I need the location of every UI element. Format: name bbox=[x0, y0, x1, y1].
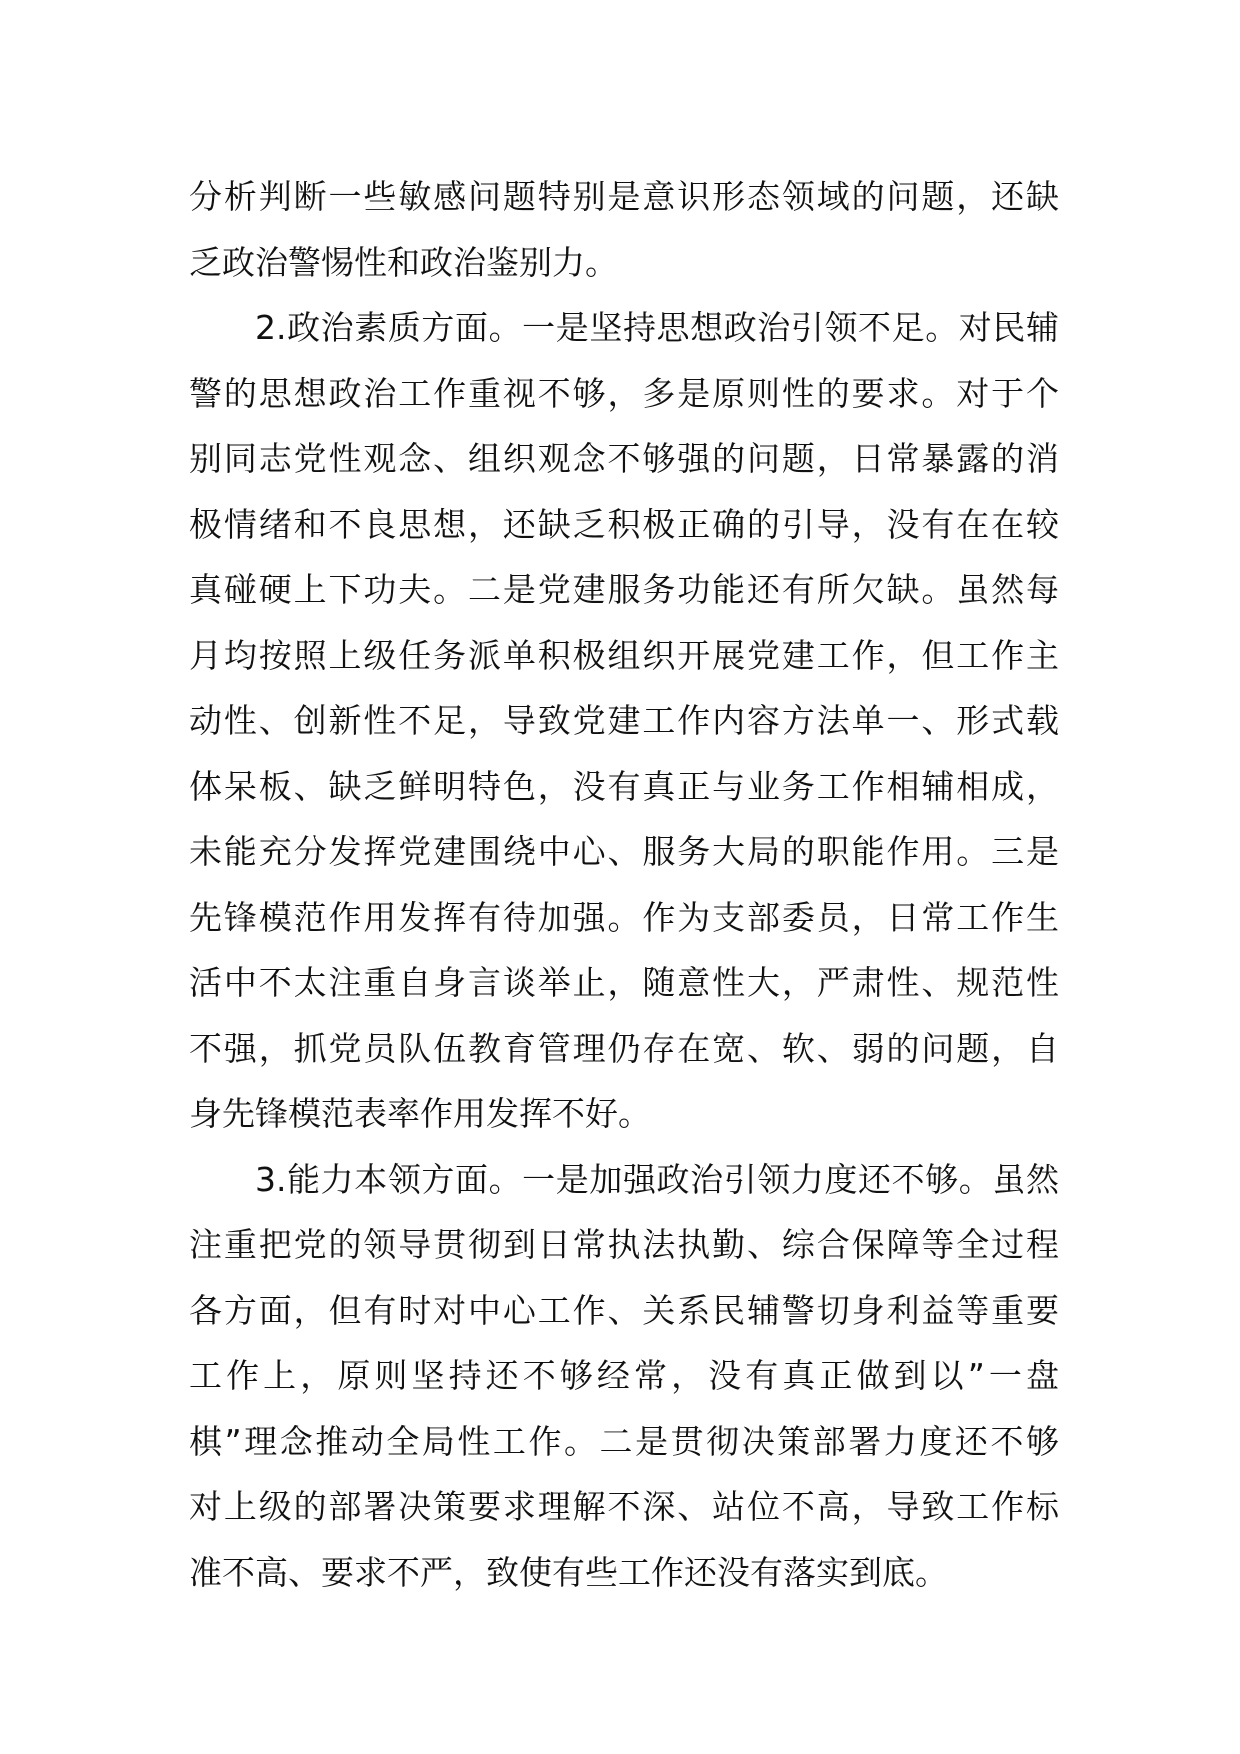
text-line: 3.能力本领方面。一是加强政治引领力度还不够。虽然 bbox=[255, 1159, 1059, 1199]
text-line: 活中不太注重自身言谈举止，随意性大，严肃性、规范性 bbox=[189, 963, 1059, 1002]
text-line: 乏政治警惕性和政治鉴别力。 bbox=[189, 242, 618, 282]
paragraph-2 bbox=[189, 295, 1059, 1147]
text-line: 极情绪和不良思想，还缺乏积极正确的引导，没有在在较 bbox=[189, 504, 1059, 544]
text-line: 动性、创新性不足，导致党建工作内容方法单一、形式载 bbox=[189, 701, 1059, 740]
text-line: 警的思想政治工作重视不够，多是原则性的要求。对于个 bbox=[189, 373, 1059, 413]
text-line: 准不高、要求不严，致使有些工作还没有落实到底。 bbox=[189, 1552, 948, 1592]
text-line: 月均按照上级任务派单积极组织开展党建工作，但工作主 bbox=[189, 635, 1059, 675]
text-line: 真碰硬上下功夫。二是党建服务功能还有所欠缺。虽然每 bbox=[189, 570, 1059, 609]
text-line: 别同志党性观念、组织观念不够强的问题，日常暴露的消 bbox=[189, 439, 1059, 478]
text-line: 不强，抓党员队伍教育管理仍存在宽、软、弱的问题，自 bbox=[189, 1028, 1059, 1068]
text-line: 各方面，但有时对中心工作、关系民辅警切身利益等重要 bbox=[189, 1290, 1059, 1330]
body-text bbox=[189, 164, 1059, 1605]
text-line: 棋”理念推动全局性工作。二是贯彻决策部署力度还不够 bbox=[189, 1421, 1059, 1461]
text-line: 身先锋模范表率作用发挥不好。 bbox=[189, 1094, 651, 1133]
paragraph-1 bbox=[189, 164, 1059, 295]
text-line: 分析判断一些敏感问题特别是意识形态领域的问题，还缺 bbox=[189, 177, 1059, 216]
text-line: 注重把党的领导贯彻到日常执法执勤、综合保障等全过程 bbox=[189, 1225, 1059, 1264]
text-line: 体呆板、缺乏鲜明特色，没有真正与业务工作相辅相成， bbox=[189, 766, 1059, 806]
text-line: 先锋模范作用发挥有待加强。作为支部委员，日常工作生 bbox=[189, 897, 1059, 937]
text-line: 对上级的部署决策要求理解不深、站位不高，导致工作标 bbox=[189, 1487, 1059, 1526]
text-line: 2.政治素质方面。一是坚持思想政治引领不足。对民辅 bbox=[255, 308, 1059, 347]
text-line: 未能充分发挥党建围绕中心、服务大局的职能作用。三是 bbox=[189, 832, 1059, 871]
paragraph-3 bbox=[189, 1147, 1059, 1606]
text-line: 工作上，原则坚持还不够经常，没有真正做到以”一盘 bbox=[189, 1356, 1059, 1395]
